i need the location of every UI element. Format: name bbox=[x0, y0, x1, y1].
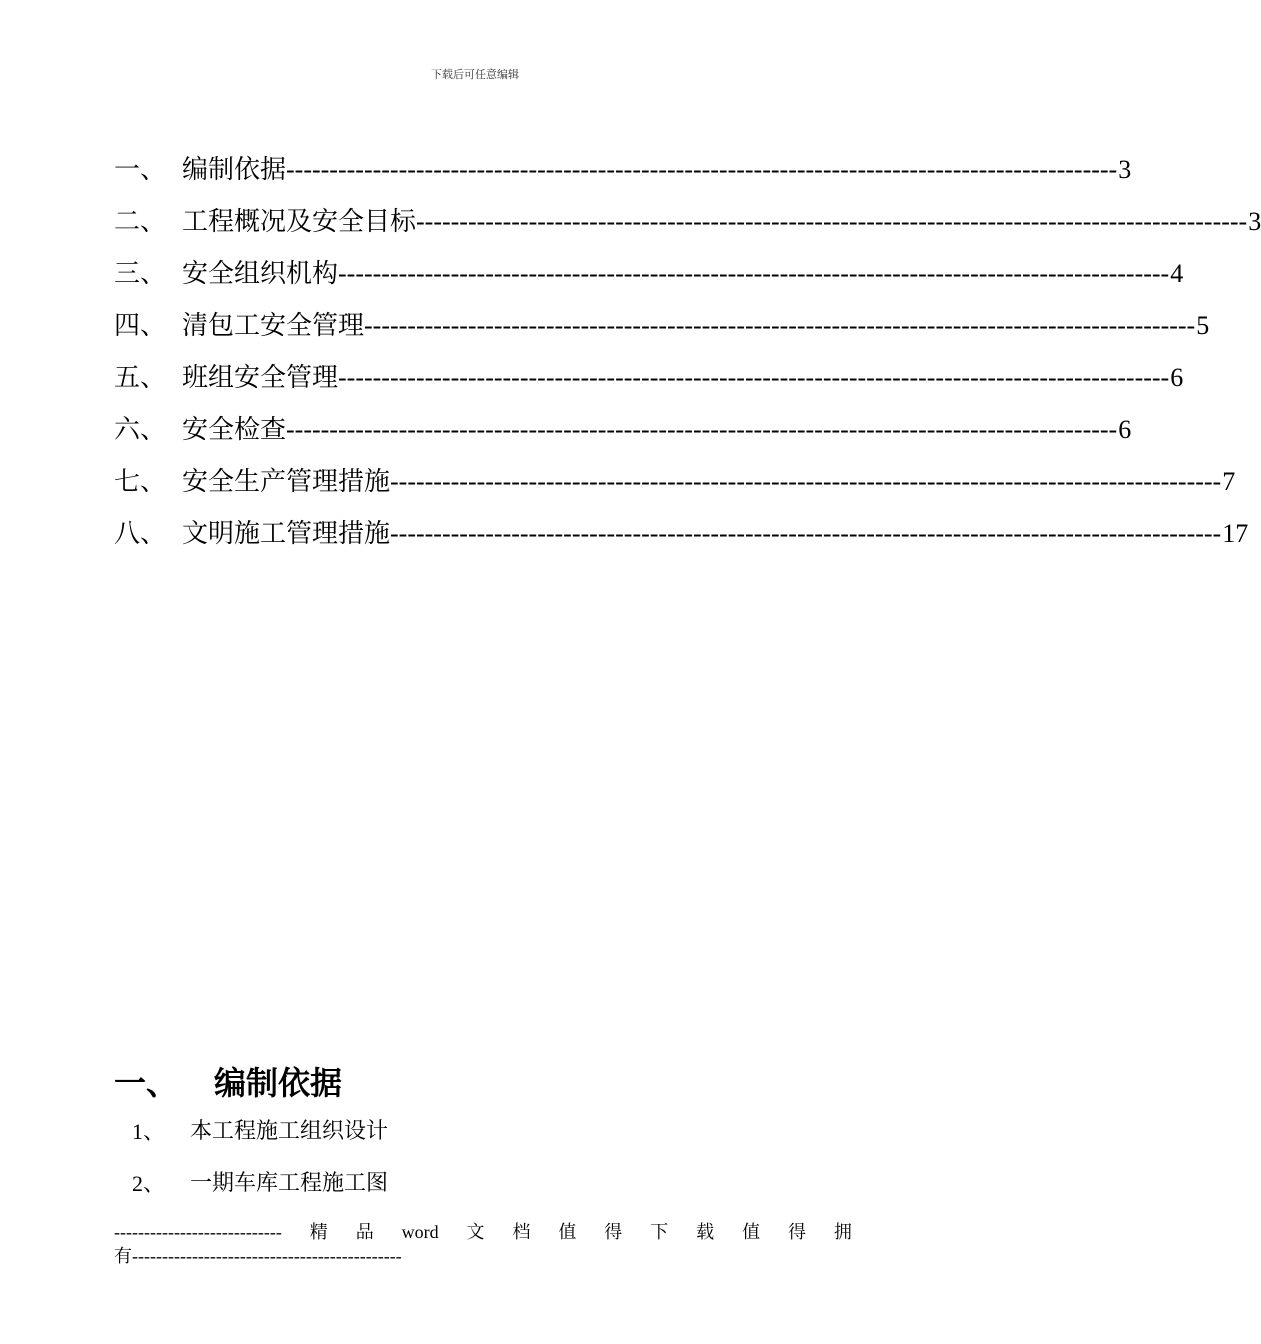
toc-entry-title: 文明施工管理措施 bbox=[182, 519, 391, 549]
toc-entry-page: 3 bbox=[1118, 155, 1132, 184]
toc-entry-title: 安全检查 bbox=[182, 415, 287, 445]
toc-entry-title: 安全组织机构 bbox=[182, 259, 339, 289]
toc-entry-1[interactable] bbox=[114, 148, 1132, 200]
toc-entry-number: 四、 bbox=[114, 311, 167, 341]
footer-word: 载 bbox=[696, 1222, 715, 1242]
basis-list bbox=[132, 1114, 388, 1218]
toc-entry-title: 工程概况及安全目标 bbox=[182, 207, 417, 237]
footer-word: 下 bbox=[650, 1222, 669, 1242]
footer-word: 精 bbox=[309, 1222, 328, 1242]
page-footer bbox=[114, 1220, 852, 1268]
toc-entry-page: 5 bbox=[1196, 311, 1210, 340]
toc-entry-page: 7 bbox=[1222, 467, 1236, 496]
list-item bbox=[132, 1166, 388, 1218]
list-item bbox=[132, 1114, 388, 1166]
toc-entry-title: 编制依据 bbox=[182, 155, 287, 185]
footer-dashes: ---------------------------- bbox=[114, 1222, 282, 1242]
toc-dot-leader: ------------------------------------------------------------------------------------------------ bbox=[286, 415, 1118, 444]
toc-entry-5[interactable] bbox=[114, 356, 1184, 408]
footer-line-2: 有--------------------------------------------- bbox=[114, 1246, 402, 1266]
toc-dot-leader: ------------------------------------------------------------------------------------------------ bbox=[364, 311, 1196, 340]
toc-dot-leader: ------------------------------------------------------------------------------------------------ bbox=[338, 363, 1170, 392]
list-item-text: 一期车库工程施工图 bbox=[190, 1171, 389, 1196]
toc-dot-leader: ------------------------------------------------------------------------------------------------ bbox=[416, 207, 1248, 236]
list-item-number: 1、 bbox=[132, 1119, 166, 1144]
footer-line-1 bbox=[114, 1220, 852, 1244]
toc-entry-6[interactable] bbox=[114, 408, 1132, 460]
footer-word: 得 bbox=[787, 1222, 806, 1242]
toc-entry-7[interactable] bbox=[114, 460, 1236, 512]
toc-entry-title: 安全生产管理措施 bbox=[182, 467, 391, 497]
footer-word: 值 bbox=[558, 1222, 577, 1242]
toc-dot-leader: ------------------------------------------------------------------------------------------------ bbox=[390, 467, 1222, 496]
footer-word: word bbox=[401, 1222, 439, 1242]
toc-entry-number: 七、 bbox=[114, 467, 167, 497]
section-heading-title: 编制依据 bbox=[214, 1064, 343, 1102]
toc-entry-number: 六、 bbox=[114, 415, 167, 445]
footer-word: 文 bbox=[466, 1222, 485, 1242]
toc-entry-2[interactable] bbox=[114, 200, 1261, 252]
toc-dot-leader: ------------------------------------------------------------------------------------------------ bbox=[338, 259, 1170, 288]
toc-entry-8[interactable] bbox=[114, 512, 1249, 564]
footer-word: 值 bbox=[742, 1222, 761, 1242]
toc-dot-leader: ------------------------------------------------------------------------------------------------ bbox=[390, 519, 1222, 548]
toc-entry-number: 一、 bbox=[114, 155, 167, 185]
section-heading bbox=[114, 1058, 342, 1104]
toc-entry-number: 五、 bbox=[114, 363, 167, 393]
toc-entry-page: 17 bbox=[1222, 519, 1249, 548]
toc-entry-title: 班组安全管理 bbox=[182, 363, 339, 393]
toc-entry-number: 二、 bbox=[114, 207, 167, 237]
footer-word: 拥 bbox=[833, 1222, 852, 1242]
toc-entry-page: 6 bbox=[1118, 415, 1132, 444]
toc-entry-page: 4 bbox=[1170, 259, 1184, 288]
page-header: 下载后可任意编辑 bbox=[431, 68, 519, 81]
toc-entry-number: 三、 bbox=[114, 259, 167, 289]
footer-word: 得 bbox=[604, 1222, 623, 1242]
list-item-text: 本工程施工组织设计 bbox=[190, 1119, 389, 1144]
footer-word: 品 bbox=[355, 1222, 374, 1242]
toc-entry-4[interactable] bbox=[114, 304, 1210, 356]
toc-entry-page: 3 bbox=[1248, 207, 1261, 236]
toc-dot-leader: ------------------------------------------------------------------------------------------------ bbox=[286, 155, 1118, 184]
toc-entry-page: 6 bbox=[1170, 363, 1184, 392]
footer-word: 档 bbox=[512, 1222, 531, 1242]
toc-entry-title: 清包工安全管理 bbox=[182, 311, 365, 341]
table-of-contents bbox=[114, 148, 1261, 564]
toc-entry-number: 八、 bbox=[114, 519, 167, 549]
toc-entry-3[interactable] bbox=[114, 252, 1184, 304]
section-heading-number: 一、 bbox=[114, 1064, 179, 1102]
list-item-number: 2、 bbox=[132, 1171, 166, 1196]
